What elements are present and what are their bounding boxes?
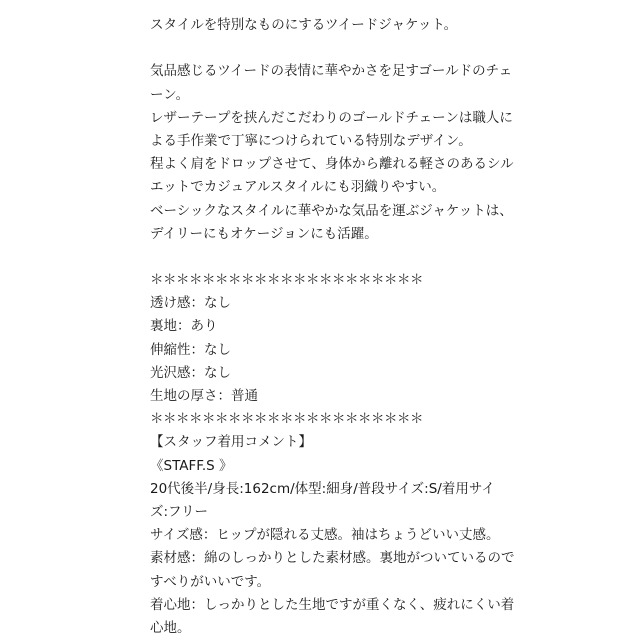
description-line: 程よく肩をドロップさせて、身体から離れる軽さのあるシル: [150, 156, 514, 173]
staff-comment-line: 素材感：綿のしっかりとした素材感。裏地がついているので: [150, 550, 515, 567]
description-line: レザーテープを挟んだこだわりのゴールドチェーンは職人に: [150, 109, 513, 126]
product-description: [150, 14, 515, 640]
tagline: スタイルを特別なものにするツイードジャケット。: [150, 17, 458, 33]
description-line: ーン。: [150, 86, 190, 103]
description-line: よる手作業で丁寧につけられている特別なデザイン。: [150, 132, 472, 149]
description-line: デイリーにもオケージョンにも活躍。: [150, 225, 378, 242]
spacer: [150, 246, 495, 269]
spec-item: 透け感：なし: [150, 295, 231, 312]
description-line: エットでカジュアルスタイルにも羽織りやすい。: [150, 179, 446, 196]
separator-line: ＊＊＊＊＊＊＊＊＊＊＊＊＊＊＊＊＊＊＊＊＊: [150, 272, 423, 289]
staff-comment-line: 着心地：しっかりとした生地ですが重くなく、疲れにくい着: [150, 596, 515, 613]
spec-item: 伸縮性：なし: [150, 341, 231, 358]
staff-comment-heading: 【スタッフ着用コメント】: [150, 434, 312, 451]
staff-comment-line: すべりがいいです。: [150, 573, 271, 590]
spec-item: 裏地：あり: [150, 318, 218, 335]
spacer: [150, 37, 495, 60]
staff-name: 《STAFF.S 》: [150, 457, 233, 474]
description-line: 気品感じるツイードの表情に華やかさを足すゴールドのチェ: [150, 63, 513, 80]
separator-line: ＊＊＊＊＊＊＊＊＊＊＊＊＊＊＊＊＊＊＊＊＊: [150, 411, 423, 428]
staff-profile-line: 20代後半/身長:162cm/体型:細身/普段サイズ:S/着用サイ: [150, 480, 495, 497]
spec-item: 光沢感：なし: [150, 364, 231, 381]
staff-comment-line: 心地。: [150, 619, 191, 636]
staff-profile-line: ズ:フリー: [150, 503, 209, 520]
staff-comment-line: サイズ感：ヒップが隠れる丈感。袖はちょうどいい丈感。: [150, 527, 500, 544]
spec-item: 生地の厚さ：普通: [150, 388, 258, 404]
description-line: ベーシックなスタイルに華やかな気品を運ぶジャケットは、: [150, 202, 513, 219]
